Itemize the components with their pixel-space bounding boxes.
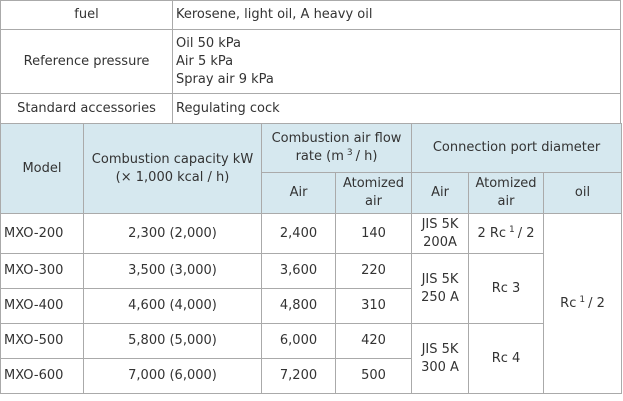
cell-conn-air: JIS 5K 200A [412,214,469,254]
spec-label: Reference pressure [1,30,173,94]
col-header-capacity-line: (× 1,000 kcal / h) [115,169,230,185]
cell-atomized: 500 [336,359,412,394]
spec-value-line: Oil 50 kPa [176,35,242,51]
cell-capacity: 3,500 (3,000) [84,254,262,289]
cell-atomized: 420 [336,324,412,359]
table-row [1,254,622,289]
table-row [1,324,622,359]
col-header-conn-air: Air [412,173,469,214]
spec-label: Standard accessories [1,94,173,124]
cell-model: MXO-400 [1,289,84,324]
spec-value: Regulating cock [173,94,621,124]
header-row [1,124,622,173]
cell-capacity: 4,600 (4,000) [84,289,262,324]
col-header-conn-oil: oil [544,173,622,214]
cell-model: MXO-200 [1,214,84,254]
spec-value [173,30,621,94]
model-table [0,123,622,394]
cell-air: 7,200 [262,359,336,394]
spec-table [0,0,621,124]
col-header-airflow [262,124,412,173]
cell-capacity: 2,300 (2,000) [84,214,262,254]
col-header-atomized: Atomized air [336,173,412,214]
cell-model: MXO-600 [1,359,84,394]
cell-air: 4,800 [262,289,336,324]
cell-model: MXO-300 [1,254,84,289]
spec-row-reference-pressure [1,30,621,94]
col-header-air: Air [262,173,336,214]
spec-row-standard-accessories [1,94,621,124]
cell-atomized: 220 [336,254,412,289]
spec-value: Kerosene, light oil, A heavy oil [173,1,621,30]
spec-label: fuel [1,1,173,30]
cell-conn-atomized: Rc 4 [469,324,544,394]
cell-model: MXO-500 [1,324,84,359]
col-header-model: Model [1,124,84,214]
col-header-capacity-line: Combustion capacity kW [91,151,254,167]
cell-conn-atomized: Rc 3 [469,254,544,324]
cell-air: 2,400 [262,214,336,254]
col-header-airflow-line: rate (m $^3$ / h) [295,148,378,164]
table-row [1,214,622,254]
cell-conn-oil: Rc $^1$ / 2 [544,214,622,394]
cell-atomized: 310 [336,289,412,324]
spec-row-fuel [1,1,621,30]
cell-conn-air: JIS 5K 300 A [412,324,469,394]
cell-capacity: 7,000 (6,000) [84,359,262,394]
cell-capacity: 5,800 (5,000) [84,324,262,359]
spec-value-line: Spray air 9 kPa [176,71,274,87]
col-header-connection: Connection port diameter [412,124,622,173]
cell-atomized: 140 [336,214,412,254]
cell-conn-atomized: 2 Rc $^1$ / 2 [469,214,544,254]
col-header-airflow-line: Combustion air flow [271,131,402,146]
cell-conn-air: JIS 5K 250 A [412,254,469,324]
cell-air: 6,000 [262,324,336,359]
cell-air: 3,600 [262,254,336,289]
spec-value-line: Air 5 kPa [176,53,234,69]
col-header-conn-atomized: Atomized air [469,173,544,214]
col-header-capacity [84,124,262,214]
